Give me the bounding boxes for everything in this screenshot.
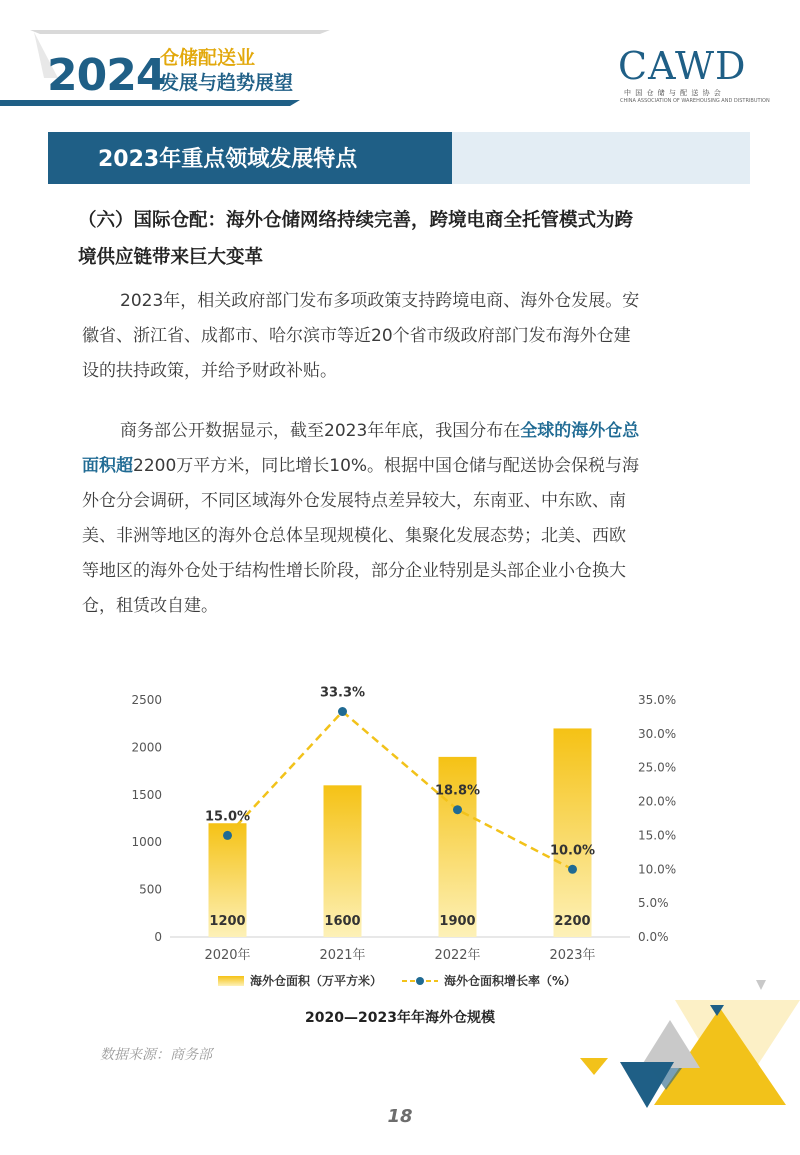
legend-bar-swatch bbox=[218, 976, 244, 986]
growth-rate-point bbox=[223, 831, 232, 840]
page-number: 18 bbox=[387, 1106, 413, 1127]
y-right-tick-label: 0.0% bbox=[638, 930, 669, 944]
header-subtitle-bottom: 发展与趋势展望 bbox=[160, 72, 294, 94]
legend-line-label: 海外仓面积增长率（%） bbox=[444, 974, 577, 988]
paragraph1-line1: 2023年，相关政府部门发布多项政策支持跨境电商、海外仓发展。安 bbox=[120, 291, 640, 311]
bar-value-label: 1600 bbox=[324, 914, 361, 929]
cawd-logo: CAWD bbox=[618, 44, 747, 88]
paragraph2-line4: 美、非洲等地区的海外仓总体呈现规模化、集聚化发展态势；北美、西欧 bbox=[82, 526, 626, 546]
growth-rate-point bbox=[338, 707, 347, 716]
y-right-tick-label: 15.0% bbox=[638, 828, 677, 843]
paragraph2-line3: 外仓分会调研，不同区域海外仓发展特点差异较大，东南亚、中东欧、南 bbox=[82, 491, 626, 511]
header-subtitle-top: 仓储配送业 bbox=[160, 47, 256, 69]
decorative-triangles bbox=[560, 980, 800, 1115]
growth-rate-label: 10.0% bbox=[549, 843, 596, 859]
y-right-tick-label: 25.0% bbox=[638, 760, 677, 775]
paragraph1-line2: 徽省、浙江省、成都市、哈尔滨市等近20个省市级政府部门发布海外仓建 bbox=[82, 326, 631, 346]
data-source: 数据来源：商务部 bbox=[100, 1047, 212, 1063]
logo-chinese-name: 中 国 仓 储 与 配 送 协 会 bbox=[624, 89, 722, 97]
x-tick-label: 2020年 bbox=[204, 948, 251, 963]
y-right-tick-label: 30.0% bbox=[638, 726, 677, 741]
y-left-tick-label: 500 bbox=[139, 882, 162, 897]
y-left-tick-label: 1000 bbox=[131, 835, 162, 850]
bar-value-label: 1200 bbox=[209, 914, 246, 929]
chart-title: 2020—2023年年海外仓规模 bbox=[305, 1010, 495, 1026]
legend-bar-label: 海外仓面积（万平方米） bbox=[250, 974, 383, 988]
paragraph2-line5: 等地区的海外仓处于结构性增长阶段，部分企业特别是头部企业小仓换大 bbox=[82, 561, 626, 581]
y-right-tick-label: 20.0% bbox=[638, 794, 677, 809]
y-left-tick-label: 1500 bbox=[131, 787, 162, 802]
paragraph2-highlight: 面积超 bbox=[82, 456, 133, 476]
growth-rate-label: 15.0% bbox=[204, 809, 251, 825]
paragraph1-line3: 设的扶持政策，并给予财政补贴。 bbox=[82, 361, 337, 381]
growth-rate-label: 18.8% bbox=[434, 783, 481, 799]
bar-value-label: 2200 bbox=[554, 914, 591, 929]
paragraph2-text: 商务部公开数据显示，截至2023年年底，我国分布在 bbox=[120, 421, 521, 441]
x-tick-label: 2022年 bbox=[434, 948, 481, 963]
paragraph2-line1 bbox=[82, 414, 742, 449]
bar-value-label: 1900 bbox=[439, 914, 476, 929]
y-left-tick-label: 2000 bbox=[131, 740, 162, 755]
paragraph2-text: 2200万平方米，同比增长10%。根据中国仓储与配送协会保税与海 bbox=[133, 456, 640, 476]
y-left-tick-label: 2500 bbox=[131, 693, 162, 707]
section-title: 2023年重点领域发展特点 bbox=[98, 147, 358, 172]
bar bbox=[554, 728, 592, 937]
paragraph2-line2 bbox=[82, 449, 742, 484]
growth-rate-point bbox=[568, 865, 577, 874]
y-right-tick-label: 35.0% bbox=[638, 693, 677, 707]
growth-rate-point bbox=[453, 805, 462, 814]
y-right-tick-label: 10.0% bbox=[638, 862, 677, 877]
subsection-heading-line2: 境供应链带来巨大变革 bbox=[78, 247, 264, 268]
subsection-heading-line1: （六）国际仓配：海外仓储网络持续完善，跨境电商全托管模式为跨 bbox=[78, 210, 634, 231]
header-year: 2024 bbox=[47, 50, 166, 101]
y-right-tick-label: 5.0% bbox=[638, 896, 669, 911]
x-tick-label: 2023年 bbox=[549, 948, 596, 963]
logo-english-name: CHINA ASSOCIATION OF WAREHOUSING AND DISTRIBUTION bbox=[620, 98, 770, 104]
growth-rate-line bbox=[228, 712, 573, 870]
x-tick-label: 2021年 bbox=[319, 948, 366, 963]
paragraph2-highlight: 全球的海外仓总 bbox=[520, 421, 640, 441]
paragraph2-line6: 仓，租赁改自建。 bbox=[82, 596, 218, 616]
legend-line-marker bbox=[416, 977, 424, 985]
y-left-tick-label: 0 bbox=[154, 930, 162, 944]
growth-rate-label: 33.3% bbox=[319, 685, 366, 701]
